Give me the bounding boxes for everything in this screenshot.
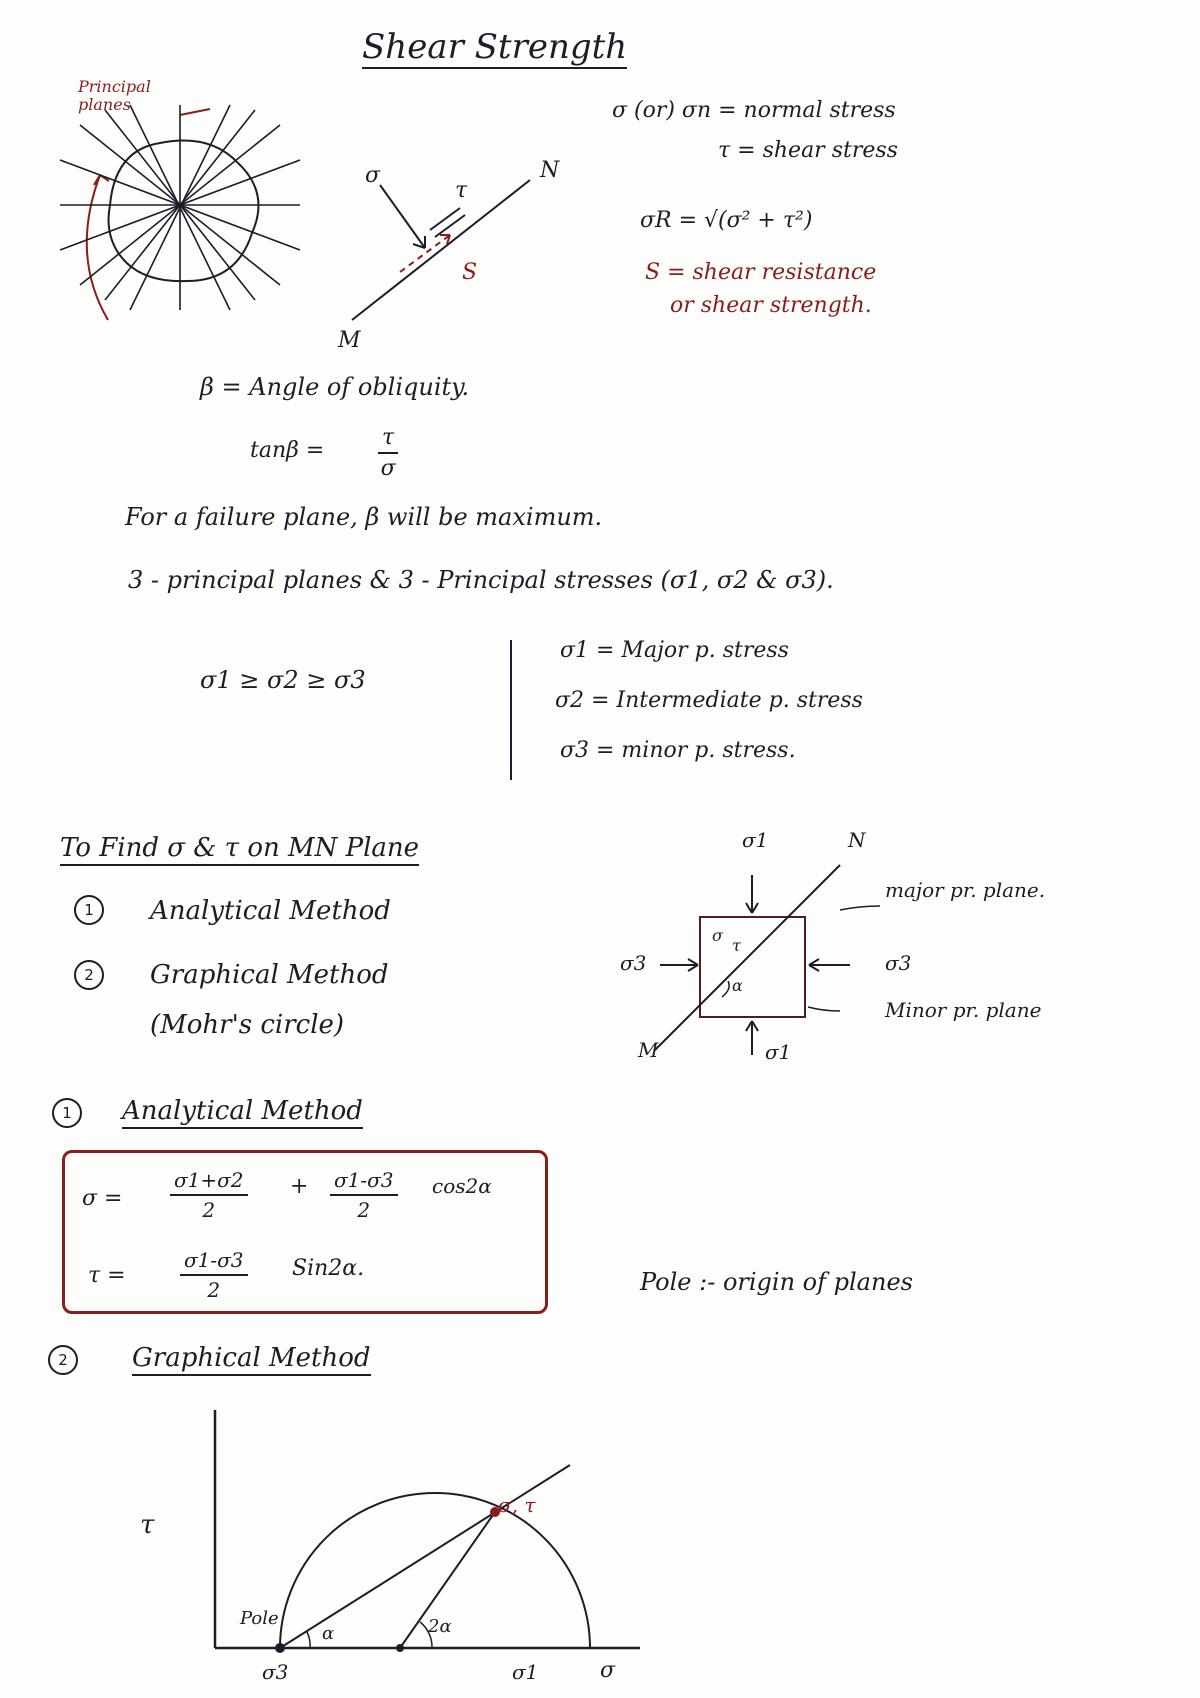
obliquity-def: β = Angle of obliquity. xyxy=(200,373,470,401)
method-number-2: 2 xyxy=(74,960,104,990)
analytical-number: 1 xyxy=(52,1098,82,1128)
mohr-sigma-axis: σ xyxy=(600,1658,616,1683)
plane-s-label: S xyxy=(462,260,478,285)
sigma-frac-1 xyxy=(170,1168,248,1222)
element-alpha: α xyxy=(732,976,743,995)
mohr-circle-diagram xyxy=(170,1400,690,1690)
plane-m-label: M xyxy=(338,328,361,353)
cos-term: cos2α xyxy=(432,1174,492,1198)
intermediate-stress-def: σ2 = Intermediate p. stress xyxy=(555,688,863,713)
graphical-method-item: Graphical Method xyxy=(150,960,389,990)
major-plane-label: major pr. plane. xyxy=(885,878,1046,902)
minor-plane-label: Minor pr. plane xyxy=(885,998,1042,1022)
tau-frac-den: 2 xyxy=(207,1278,221,1302)
shear-strength-alt: or shear strength. xyxy=(670,293,872,318)
tau-frac-num: σ1-σ3 xyxy=(180,1248,248,1276)
sigma-frac-1-den: 2 xyxy=(202,1198,216,1222)
sigma-frac-2-den: 2 xyxy=(357,1198,371,1222)
mohr-two-alpha-label: 2α xyxy=(428,1616,452,1637)
element-sigma1-bottom: σ1 xyxy=(765,1040,792,1064)
graphical-heading: Graphical Method xyxy=(132,1345,371,1376)
mohr-tau-axis: τ xyxy=(140,1510,155,1540)
failure-plane-note: For a failure plane, β will be maximum. xyxy=(125,503,603,531)
minor-stress-def: σ3 = minor p. stress. xyxy=(560,738,796,763)
sigma-frac-2-num: σ1-σ3 xyxy=(330,1168,398,1196)
element-sigma3-left: σ3 xyxy=(620,951,647,975)
sigma-frac-1-num: σ1+σ2 xyxy=(170,1168,248,1196)
find-heading: To Find σ & τ on MN Plane xyxy=(60,835,419,866)
plane-sigma-label: σ xyxy=(365,163,381,188)
tan-den: σ xyxy=(380,456,396,481)
sin-term: Sin2α. xyxy=(292,1256,365,1281)
tan-beta-fraction xyxy=(378,425,398,481)
element-n-label: N xyxy=(848,828,866,852)
mohr-pole-label: Pole xyxy=(240,1608,279,1629)
principal-planes-sketch xyxy=(50,95,290,335)
principal-order: σ1 ≥ σ2 ≥ σ3 xyxy=(200,666,366,694)
method-number-1: 1 xyxy=(74,895,104,925)
principal-planes-label: Principal planes xyxy=(78,77,151,114)
principal-line: 3 - principal planes & 3 - Principal stresses (σ1, σ2 & σ3). xyxy=(128,566,834,594)
pole-definition: Pole :- origin of planes xyxy=(640,1268,913,1296)
element-sigma1-top: σ1 xyxy=(742,828,769,852)
mohr-sigma1-label: σ1 xyxy=(512,1660,539,1684)
normal-stress-def: σ (or) σn = normal stress xyxy=(612,98,896,123)
graphical-number: 2 xyxy=(48,1345,78,1375)
plus-sign: + xyxy=(290,1174,309,1199)
mohrs-circle-item: (Mohr's circle) xyxy=(150,1010,345,1040)
mohr-point-label: σ, τ xyxy=(498,1493,536,1517)
analytical-heading: Analytical Method xyxy=(122,1098,363,1129)
plane-mn-diagram xyxy=(340,160,540,360)
major-stress-def: σ1 = Major p. stress xyxy=(560,638,789,663)
plane-n-label: N xyxy=(540,158,560,183)
mohr-sigma3-label: σ3 xyxy=(262,1660,289,1684)
mohr-alpha-label: α xyxy=(322,1623,335,1644)
shear-resistance-def: S = shear resistance xyxy=(645,260,877,285)
principal-divider xyxy=(510,640,512,780)
page-title: Shear Strength xyxy=(362,27,628,67)
resultant-def: σR = √(σ² + τ²) xyxy=(640,208,813,233)
tan-num: τ xyxy=(378,425,398,454)
sigma-lhs: σ = xyxy=(82,1186,123,1211)
element-inner-sigma: σ xyxy=(712,926,723,945)
analytical-method-item: Analytical Method xyxy=(150,896,391,926)
shear-stress-def: τ = shear stress xyxy=(718,138,898,163)
tau-frac xyxy=(180,1248,248,1302)
sigma-frac-2 xyxy=(330,1168,398,1222)
element-sigma3-right: σ3 xyxy=(885,951,912,975)
tau-lhs: τ = xyxy=(88,1263,126,1288)
element-m-label: M xyxy=(638,1038,659,1062)
element-inner-tau: τ xyxy=(732,936,741,955)
tan-beta-lhs: tanβ = xyxy=(250,438,325,463)
plane-tau-label: τ xyxy=(455,178,468,203)
